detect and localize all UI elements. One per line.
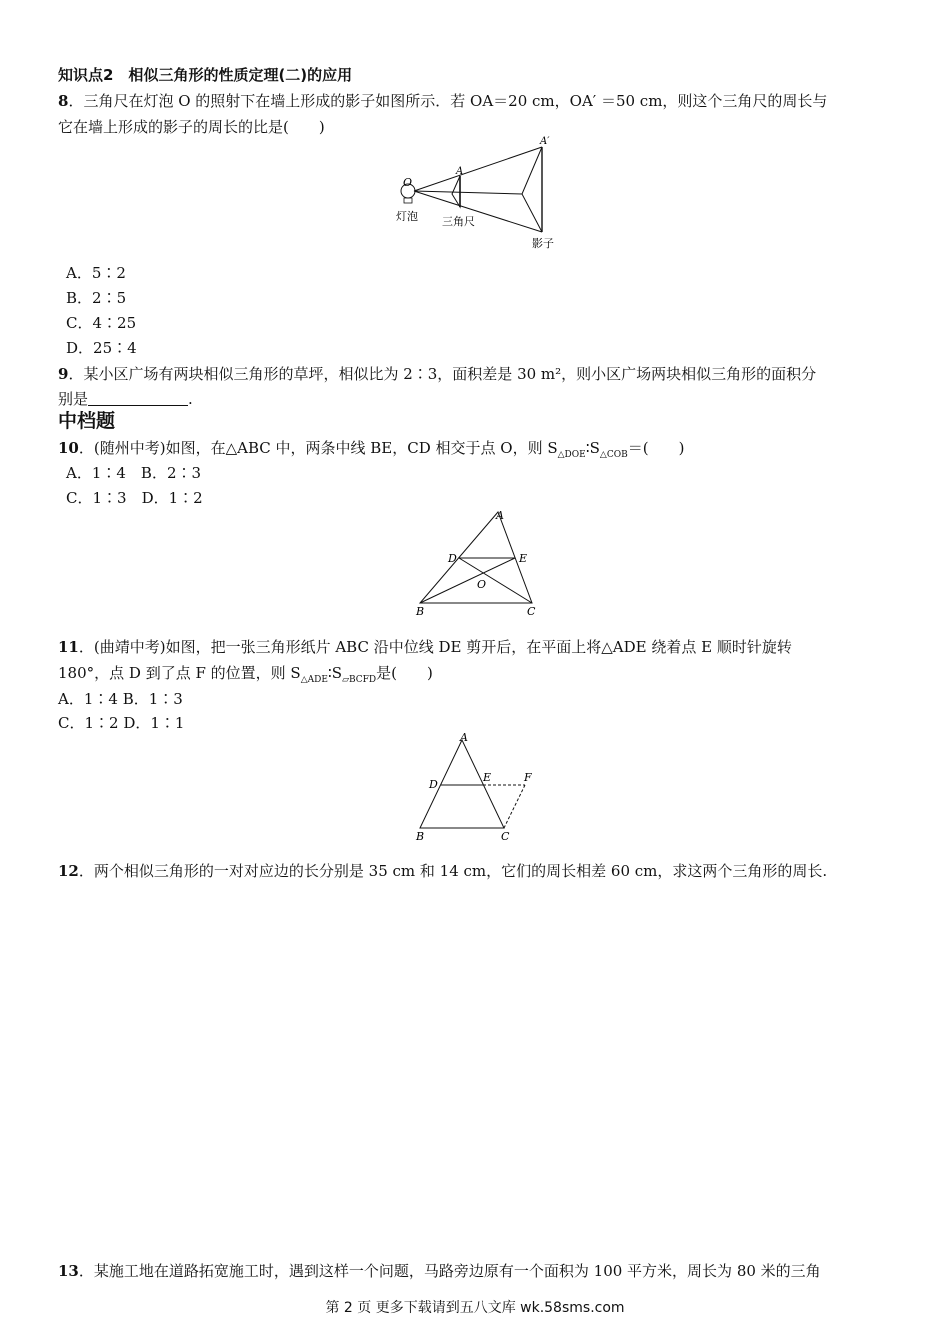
question-11-options-line1: A．1∶4 B．1∶3 xyxy=(58,690,183,708)
figure-q10-triangle-medians xyxy=(405,505,545,620)
question-8-option-b: B．2∶5 xyxy=(66,289,127,307)
question-9-text1: ．某小区广场有两块相似三角形的草坪，相似比为 2∶3，面积差是 30 m²，则小区广场两块相似三角形的面积分 xyxy=(68,365,817,383)
question-10-sub1: △DOE xyxy=(557,450,586,460)
label-bulb: 灯泡 xyxy=(396,210,418,223)
label-d: D xyxy=(448,552,457,565)
question-9-line1 xyxy=(58,363,816,385)
section-heading-kp2: 知识点2 相似三角形的性质定理(二)的应用 xyxy=(58,66,353,84)
label-ruler: 三角尺 xyxy=(442,215,475,228)
label-a: A xyxy=(456,166,464,177)
question-11-sub1: △ADE xyxy=(300,675,328,685)
question-9-text2-prefix: 别是 xyxy=(58,390,89,408)
question-10-text-suffix: ＝( ) xyxy=(627,439,685,457)
question-12-number: 12 xyxy=(58,862,79,880)
question-10-options-line2: C．1∶3 D．1∶2 xyxy=(66,489,203,507)
question-11-text1: ．(曲靖中考)如图，把一张三角形纸片 ABC 沿中位线 DE 剪开后，在平面上将△ADE 绕着点 E 顺时针旋转 xyxy=(78,638,792,656)
label-c: C xyxy=(527,605,536,618)
label-a-prime: A′ xyxy=(540,136,550,147)
question-13-line1 xyxy=(58,1260,821,1282)
page-footer: 第 2 页 更多下载请到五八文库 wk.58sms.com xyxy=(325,1300,625,1316)
bulb-base xyxy=(404,198,412,203)
question-8-line1 xyxy=(58,90,827,112)
ruler-triangle xyxy=(452,176,460,207)
question-10-number: 10 xyxy=(58,439,79,457)
question-10-text-prefix: ．(随州中考)如图，在△ABC 中，两条中线 BE，CD 相交于点 O，则 S xyxy=(78,439,558,457)
question-11-line1 xyxy=(58,636,792,658)
ray-upper xyxy=(414,147,542,191)
ray-middle xyxy=(414,191,522,194)
question-9-number: 9 xyxy=(58,365,69,383)
question-8-number: 8 xyxy=(58,92,69,110)
label-o: O xyxy=(403,176,413,189)
question-11-text2-suffix: 是( ) xyxy=(376,664,433,682)
label-b: B xyxy=(416,605,425,618)
question-11-line2 xyxy=(58,662,433,691)
label-a: A xyxy=(496,509,504,522)
label-e: E xyxy=(483,771,492,784)
question-13-number: 13 xyxy=(58,1262,79,1280)
label-f: F xyxy=(524,771,532,784)
label-shadow: 影子 xyxy=(532,237,554,250)
question-8-text1: ．三角尺在灯泡 O 的照射下在墙上形成的影子如图所示．若 OA＝20 cm，OA′ ＝50 cm，则这个三角尺的周长与 xyxy=(68,92,828,110)
question-12-text: ．两个相似三角形的一对对应边的长分别是 35 cm 和 14 cm，它们的周长相差 60 cm，求这两个三角形的周长. xyxy=(78,862,828,880)
label-e: E xyxy=(519,552,528,565)
section-heading-mid: 中档题 xyxy=(58,410,116,432)
label-c: C xyxy=(501,830,510,843)
question-9-text2-suffix: . xyxy=(188,390,193,408)
question-11-text2-mid: ∶S xyxy=(327,664,343,682)
label-a: A xyxy=(460,731,468,744)
question-12-line1 xyxy=(58,860,827,882)
question-10-text-mid: ∶S xyxy=(585,439,600,457)
question-13-text: ．某施工地在道路拓宽施工时，遇到这样一个问题，马路旁边原有一个面积为 100 平方米，周长为 80 米的三角 xyxy=(78,1262,821,1280)
median-be xyxy=(420,558,515,603)
label-d: D xyxy=(429,778,438,791)
question-8-option-c: C．4∶25 xyxy=(66,314,137,332)
shadow-triangle xyxy=(522,147,542,232)
figure-q8-bulb-ruler-shadow xyxy=(380,132,580,254)
question-11-options-line2: C．1∶2 D．1∶1 xyxy=(58,714,185,732)
figure-q11-triangle-parallelogram xyxy=(410,730,550,845)
question-11-sub2: ▱BCFD xyxy=(342,675,377,685)
question-8-line2: 它在墙上形成的影子的周长的比是( ) xyxy=(58,118,325,136)
label-b: B xyxy=(416,830,425,843)
question-10-options-line1: A．1∶4 B．2∶3 xyxy=(66,464,202,482)
question-11-text2-prefix: 180°，点 D 到了点 F 的位置，则 S xyxy=(58,664,301,682)
label-o: O xyxy=(477,578,487,591)
segment-fc-dashed xyxy=(504,785,525,828)
question-11-number: 11 xyxy=(58,638,79,656)
question-10-sub2: △COB xyxy=(599,450,628,460)
ray-lower xyxy=(414,191,542,232)
question-8-option-d: D．25∶4 xyxy=(66,339,137,357)
question-9-answer-blank xyxy=(88,391,188,406)
question-8-option-a: A．5∶2 xyxy=(66,264,126,282)
question-9-line2 xyxy=(58,388,193,410)
